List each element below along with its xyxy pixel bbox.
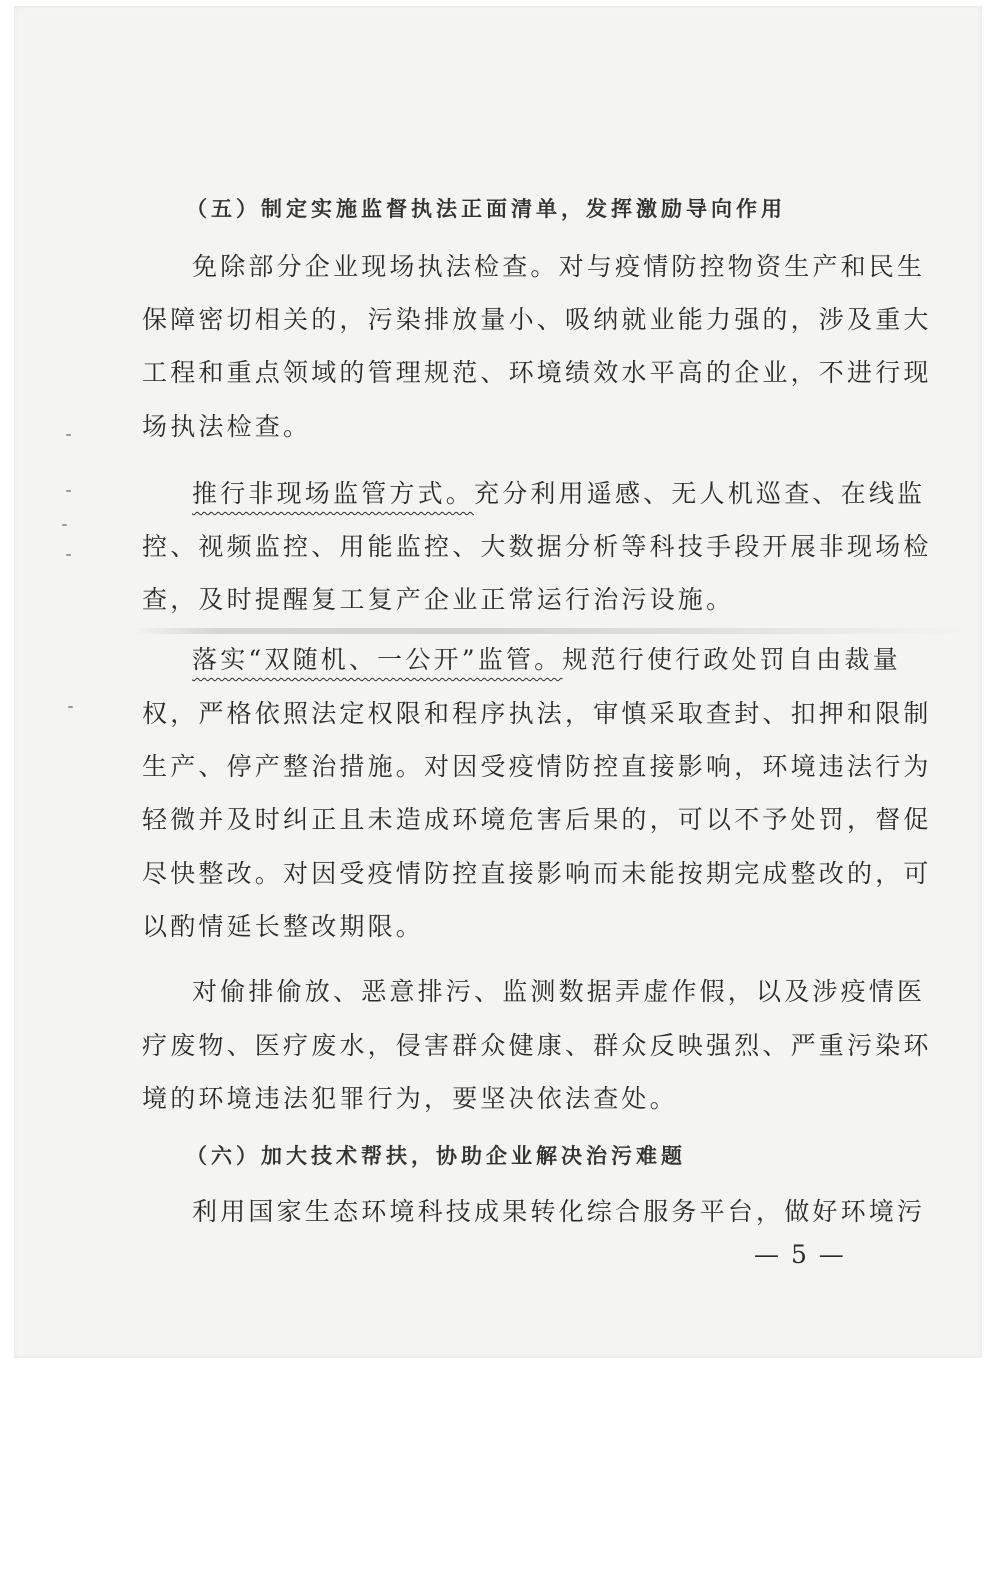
paragraph-line: 推行非现场监管方式。充分利用遥感、无人机巡查、在线监	[192, 479, 926, 508]
paragraph-line: 尽快整改。对因受疫情防控直接影响而未能按期完成整改的，可	[142, 859, 932, 888]
paragraph-line: 权，严格依照法定权限和程序执法，审慎采取查封、扣押和限制	[142, 699, 932, 728]
scan-speck	[68, 706, 73, 708]
scan-speck	[66, 554, 71, 556]
paragraph-line: 场执法检查。	[142, 412, 312, 441]
underlined-phrase: 落实“双随机、一公开”监管。	[192, 645, 563, 674]
paragraph-line: 境的环境违法犯罪行为，要坚决依法查处。	[142, 1084, 678, 1113]
paragraph-line: 免除部分企业现场执法检查。对与疫情防控物资生产和民生	[192, 252, 926, 281]
scan-fold-mark	[132, 628, 972, 634]
paragraph-line: 落实“双随机、一公开”监管。规范行使行政处罚自由裁量	[192, 645, 901, 674]
section-heading-6: （六）加大技术帮扶，协助企业解决治污难题	[186, 1144, 686, 1168]
section-heading-5: （五）制定实施监督执法正面清单，发挥激励导向作用	[186, 197, 786, 221]
scan-speck	[66, 490, 71, 492]
paragraph-line: 工程和重点领域的管理规范、环境绩效水平高的企业，不进行现	[142, 358, 932, 387]
paragraph-line: 对偷排偷放、恶意排污、监测数据弄虚作假，以及涉疫情医	[192, 977, 926, 1006]
paragraph-line: 轻微并及时纠正且未造成环境危害后果的，可以不予处罚，督促	[142, 805, 932, 834]
page-number: — 5 —	[754, 1240, 846, 1269]
paragraph-line: 以酌情延长整改期限。	[142, 912, 425, 941]
scan-speck	[62, 524, 67, 526]
paragraph-line: 利用国家生态环境科技成果转化综合服务平台，做好环境污	[192, 1197, 926, 1226]
paragraph-line: 生产、停产整治措施。对因受疫情防控直接影响，环境违法行为	[142, 752, 932, 781]
scan-speck	[66, 434, 71, 436]
paragraph-line: 控、视频监控、用能监控、大数据分析等科技手段开展非现场检	[142, 532, 932, 561]
paragraph-line: 疗废物、医疗废水，侵害群众健康、群众反映强烈、严重污染环	[142, 1031, 932, 1060]
paragraph-line: 保障密切相关的，污染排放量小、吸纳就业能力强的，涉及重大	[142, 305, 932, 334]
underlined-phrase: 推行非现场监管方式。	[192, 479, 475, 508]
paragraph-line: 查，及时提醒复工复产企业正常运行治污设施。	[142, 585, 735, 614]
